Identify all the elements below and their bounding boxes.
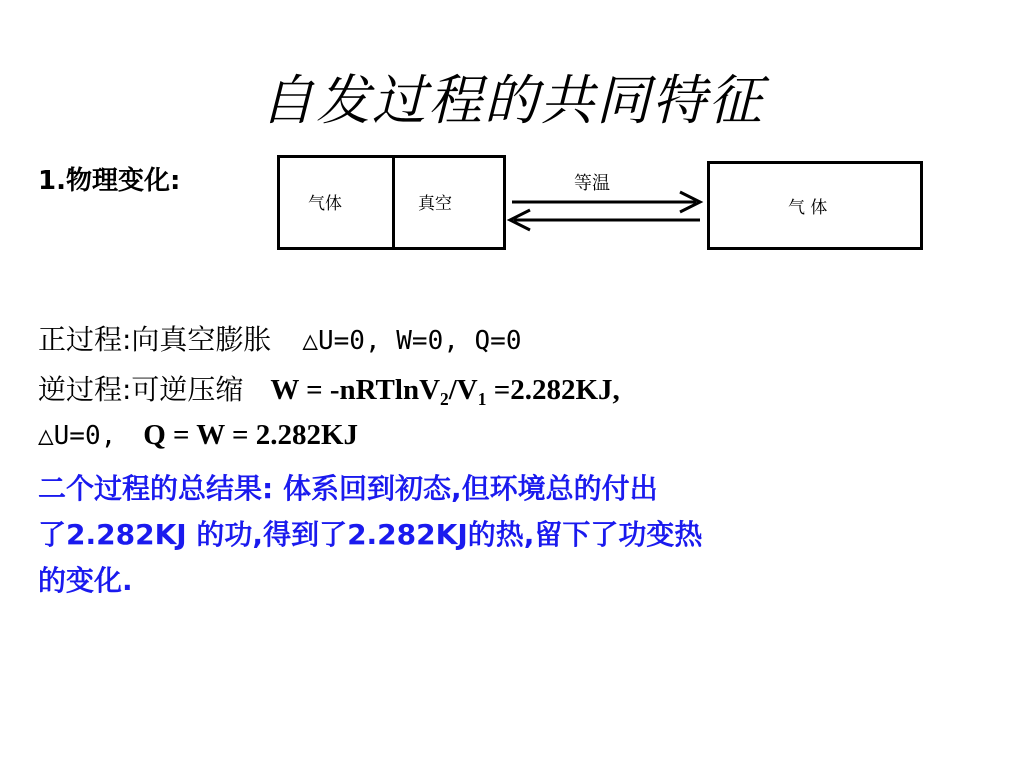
delta-u-value: △U=0, xyxy=(38,421,117,451)
work-equation-lhs: W = -nRTlnV xyxy=(270,374,441,406)
heat-equals-work: Q = W = 2.282KJ xyxy=(143,419,359,451)
energy-balance-line xyxy=(38,418,358,452)
work-equation-slash: /V xyxy=(448,374,478,406)
gas-expanded-label: 气 体 xyxy=(788,198,828,218)
forward-process-line xyxy=(38,318,522,358)
slide-title: 自发过程的共同特征 xyxy=(260,69,764,132)
box-partition xyxy=(392,158,395,247)
left-container-box xyxy=(277,155,506,250)
forward-process-formula: △U=0, W=0, Q=0 xyxy=(302,326,522,356)
right-container-box xyxy=(707,161,923,250)
conclusion-line-3: 的变化. xyxy=(38,564,133,597)
subscript-2: 2 xyxy=(440,389,449,410)
work-equation-rhs: =2.282KJ, xyxy=(486,374,620,406)
gas-cell-label: 气体 xyxy=(308,194,342,214)
double-arrow-icon xyxy=(500,180,710,235)
subscript-1: 1 xyxy=(477,389,487,410)
work-equation xyxy=(270,374,620,410)
isothermal-label: 等温 xyxy=(574,173,610,194)
conclusion-line-1: 二个过程的总结果: 体系回到初态,但环境总的付出 xyxy=(38,472,658,505)
conclusion-line-2: 了2.282KJ 的功,得到了2.282KJ的热,留下了功变热 xyxy=(38,518,703,551)
forward-process-label: 正过程:向真空膨胀 xyxy=(38,323,272,356)
reverse-process-label: 逆过程:可逆压缩 xyxy=(38,373,244,406)
section-label: 1.物理变化: xyxy=(38,166,181,196)
reverse-process-line xyxy=(38,368,620,410)
vacuum-cell-label: 真空 xyxy=(418,194,452,214)
